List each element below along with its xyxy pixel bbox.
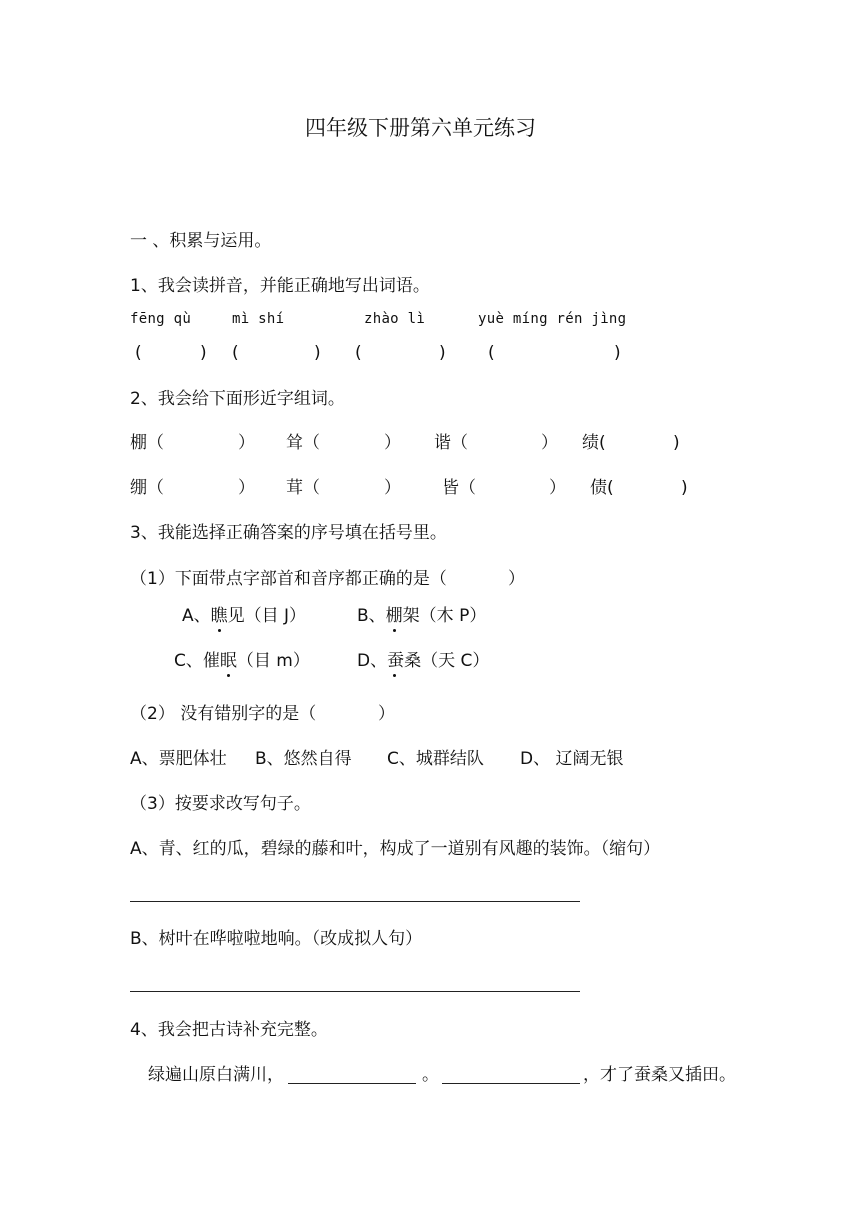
- answer-line-a[interactable]: [130, 901, 580, 902]
- answer-blank-3[interactable]: [366, 343, 436, 363]
- word-item: 耸（: [286, 433, 320, 453]
- rewrite-sentence-b: B、树叶在哗啦啦地响。（改成拟人句）: [130, 929, 423, 949]
- rewrite-sentence-a: A、青、红的瓜，碧绿的藤和叶，构成了一道别有风趣的装饰。（缩句）: [130, 839, 661, 859]
- word-item: 皆（: [442, 478, 476, 498]
- word-answer-blank[interactable]: [321, 478, 383, 498]
- option-b[interactable]: B、悠然自得: [255, 749, 352, 769]
- option-c[interactable]: C、城群结队: [387, 749, 484, 769]
- word-item-close: ）: [238, 433, 255, 453]
- subquestion-3-stem: （3）按要求改写句子。: [130, 794, 311, 814]
- answer-bracket-close: ): [439, 343, 446, 363]
- pinyin-2: mì shí: [232, 311, 285, 327]
- answer-blank-4[interactable]: [499, 343, 611, 363]
- subquestion-2-answer-blank[interactable]: [322, 704, 376, 724]
- poem-line-start: 绿遍山原白满川，: [148, 1065, 284, 1085]
- answer-bracket-close: ): [314, 343, 321, 363]
- word-item: 绩(: [582, 433, 606, 453]
- answer-blank-2[interactable]: [243, 343, 311, 363]
- word-answer-blank[interactable]: [469, 433, 539, 453]
- option-b[interactable]: B、棚架（木 P）: [357, 606, 487, 626]
- subquestion-1-answer-blank[interactable]: [456, 569, 506, 589]
- word-answer-blank[interactable]: [620, 478, 678, 498]
- word-item-close: ): [673, 433, 680, 453]
- page-title: 四年级下册第六单元练习: [305, 116, 536, 140]
- emphasis-dot: [227, 674, 230, 677]
- pinyin-4: yuè míng rén jìng: [478, 311, 627, 327]
- word-answer-blank[interactable]: [612, 433, 670, 453]
- answer-line-b[interactable]: [130, 991, 580, 992]
- word-item-close: ): [681, 478, 688, 498]
- question-4-prompt: 4、我会把古诗补充完整。: [130, 1020, 328, 1040]
- subquestion-2-close: ）: [378, 704, 395, 724]
- word-item: 债(: [590, 478, 614, 498]
- word-item: 茸（: [286, 478, 320, 498]
- answer-bracket-open: (: [488, 343, 495, 363]
- answer-bracket-open: (: [135, 343, 142, 363]
- poem-punctuation: 。: [422, 1065, 439, 1085]
- word-item-close: ）: [384, 478, 401, 498]
- word-answer-blank[interactable]: [477, 478, 547, 498]
- word-item: 棚（: [130, 433, 164, 453]
- word-answer-blank[interactable]: [165, 433, 235, 453]
- word-item-close: ）: [238, 478, 255, 498]
- emphasis-dot: [393, 674, 396, 677]
- subquestion-1-close: ）: [508, 569, 525, 589]
- poem-blank-2[interactable]: [442, 1083, 580, 1084]
- word-item-close: ）: [384, 433, 401, 453]
- pinyin-1: fēng qù: [130, 311, 192, 327]
- option-d[interactable]: D、蚕桑（天 C）: [357, 651, 490, 671]
- emphasis-dot: [218, 629, 221, 632]
- section-heading: 一 、积累与运用。: [130, 231, 272, 251]
- word-item: 谐（: [434, 433, 468, 453]
- answer-bracket-open: (: [232, 343, 239, 363]
- word-item-close: ）: [549, 478, 566, 498]
- question-2-prompt: 2、我会给下面形近字组词。: [130, 389, 345, 409]
- option-a[interactable]: A、票肥体壮: [130, 749, 227, 769]
- question-1-prompt: 1、我会读拼音，并能正确地写出词语。: [130, 276, 430, 296]
- option-a[interactable]: A、瞧见（目 J）: [182, 606, 307, 626]
- option-c[interactable]: C、催眠（目 m）: [174, 651, 310, 671]
- subquestion-1-stem: （1）下面带点字部首和音序都正确的是（: [130, 569, 447, 589]
- word-item-close: ）: [541, 433, 558, 453]
- poem-line-end: ，才了蚕桑又插田。: [583, 1065, 736, 1085]
- answer-bracket-close: ): [614, 343, 621, 363]
- question-3-prompt: 3、我能选择正确答案的序号填在括号里。: [130, 523, 447, 543]
- answer-blank-1[interactable]: [146, 343, 198, 363]
- answer-bracket-open: (: [355, 343, 362, 363]
- pinyin-3: zhào lì: [364, 311, 426, 327]
- poem-blank-1[interactable]: [288, 1083, 416, 1084]
- emphasis-dot: [393, 629, 396, 632]
- word-answer-blank[interactable]: [321, 433, 383, 453]
- subquestion-2-stem: （2） 没有错别字的是（: [130, 704, 317, 724]
- answer-bracket-close: ): [200, 343, 207, 363]
- option-d[interactable]: D、 辽阔无银: [520, 749, 624, 769]
- word-item: 绷（: [130, 478, 164, 498]
- word-answer-blank[interactable]: [165, 478, 235, 498]
